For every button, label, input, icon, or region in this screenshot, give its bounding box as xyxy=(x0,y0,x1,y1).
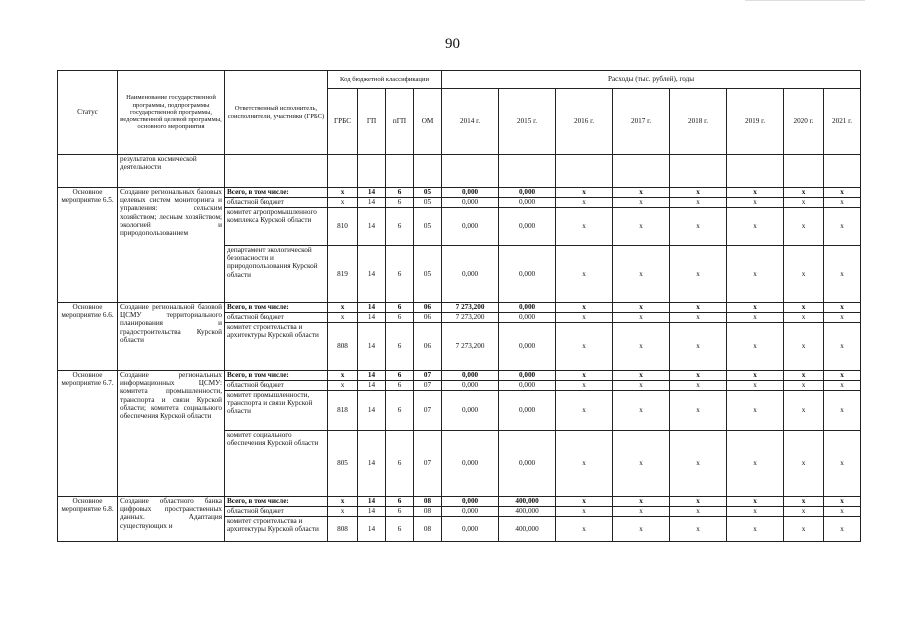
value-cell-year: x xyxy=(670,313,727,323)
value-cell-year: x xyxy=(784,381,824,391)
value-cell-year: x xyxy=(727,391,784,431)
value-cell-grbs: 819 xyxy=(328,246,358,303)
value-cell-year: x xyxy=(670,188,727,198)
value-cell-year: x xyxy=(613,371,670,381)
status-cell: Основное мероприятие 6.6. xyxy=(58,303,118,371)
value-cell-year: x xyxy=(613,246,670,303)
value-cell-year: x xyxy=(824,303,861,313)
value-cell-year: x xyxy=(727,371,784,381)
value-cell-y2015: 0,000 xyxy=(499,313,556,323)
value-cell-gp: 14 xyxy=(358,381,386,391)
table-header xyxy=(58,71,861,155)
value-cell-y2014: 0,000 xyxy=(442,381,499,391)
value-cell-year: x xyxy=(613,517,670,542)
value-cell-gp: 14 xyxy=(358,431,386,497)
value-cell-pgp: 6 xyxy=(386,198,414,208)
value-cell-year: x xyxy=(670,381,727,391)
value-cell-year: x xyxy=(613,381,670,391)
value-cell-year: x xyxy=(727,188,784,198)
page-number: 90 xyxy=(445,36,460,52)
value-cell-year: x xyxy=(824,198,861,208)
value-cell-year: x xyxy=(824,517,861,542)
value-cell-om: 05 xyxy=(414,208,442,246)
value-cell-gp: 14 xyxy=(358,303,386,313)
value-cell-om: 05 xyxy=(414,198,442,208)
value-cell-y2014: 0,000 xyxy=(442,431,499,497)
value-cell-pgp: 6 xyxy=(386,208,414,246)
value-cell-year: x xyxy=(613,497,670,507)
header-year-col: 2021 г. xyxy=(824,89,861,155)
value-cell-year: x xyxy=(784,313,824,323)
value-cell-om: 07 xyxy=(414,391,442,431)
value-cell-gp: 14 xyxy=(358,323,386,371)
executor-cell: департамент экологической безопасности и природопользования Курской области xyxy=(225,246,328,303)
value-cell-year: x xyxy=(556,188,613,198)
value-cell-year: x xyxy=(556,431,613,497)
value-cell-y2014: 0,000 xyxy=(442,391,499,431)
value-cell-y2014: 0,000 xyxy=(442,371,499,381)
value-cell-year: x xyxy=(784,303,824,313)
value-cell-y2015: 400,000 xyxy=(499,517,556,542)
value-cell-year: x xyxy=(556,303,613,313)
header-program-name: Наименование государственной программы, подпрограммы государственной программы, ведомственной целевой программы, основного мероприятия xyxy=(118,71,225,155)
executor-cell: комитет агропромышленного комплекса Курской области xyxy=(225,208,328,246)
value-cell-year: x xyxy=(727,303,784,313)
value-cell-y2015: 0,000 xyxy=(499,198,556,208)
value-cell-y2014: 0,000 xyxy=(442,188,499,198)
value-cell-year: x xyxy=(784,208,824,246)
value-cell-grbs: x xyxy=(328,313,358,323)
executor-cell: Всего, в том числе: xyxy=(225,303,328,313)
table-row xyxy=(58,497,861,507)
scan-edge-line xyxy=(745,0,865,1)
value-cell-year: x xyxy=(824,323,861,371)
value-cell-om: 08 xyxy=(414,497,442,507)
value-cell-year: x xyxy=(784,517,824,542)
executor-cell: областной бюджет xyxy=(225,198,328,208)
status-cell: Основное мероприятие 6.5. xyxy=(58,188,118,303)
value-cell-pgp: 6 xyxy=(386,431,414,497)
value-cell-pgp: 6 xyxy=(386,246,414,303)
value-cell-y2015: 0,000 xyxy=(499,381,556,391)
value-cell-year: x xyxy=(824,313,861,323)
value-cell-y2014: 0,000 xyxy=(442,208,499,246)
value-cell-year: x xyxy=(784,391,824,431)
value-cell-y2015: 400,000 xyxy=(499,507,556,517)
value-cell-om: 08 xyxy=(414,507,442,517)
value-cell-year: x xyxy=(613,198,670,208)
executor-cell: комитет социального обеспечения Курской области xyxy=(225,431,328,497)
value-cell-pgp: 6 xyxy=(386,323,414,371)
value-cell-grbs: x xyxy=(328,497,358,507)
value-cell-pgp: 6 xyxy=(386,303,414,313)
value-cell-grbs: x xyxy=(328,198,358,208)
value-cell-year: x xyxy=(784,431,824,497)
value-cell-om: 05 xyxy=(414,246,442,303)
value-cell-year: x xyxy=(670,303,727,313)
value-cell-year: x xyxy=(556,497,613,507)
value-cell-year: x xyxy=(670,391,727,431)
table-row xyxy=(58,371,861,381)
continuation-status-cell xyxy=(58,155,118,188)
value-cell-grbs: x xyxy=(328,381,358,391)
value-cell-y2015: 400,000 xyxy=(499,497,556,507)
status-cell: Основное мероприятие 6.7. xyxy=(58,371,118,497)
value-cell-om: 05 xyxy=(414,188,442,198)
value-cell-grbs: x xyxy=(328,188,358,198)
value-cell-year: x xyxy=(727,246,784,303)
value-cell-year: x xyxy=(784,497,824,507)
value-cell-y2015: 0,000 xyxy=(499,246,556,303)
value-cell-om: 06 xyxy=(414,313,442,323)
value-cell-y2014: 7 273,200 xyxy=(442,313,499,323)
value-cell-year: x xyxy=(556,517,613,542)
continuation-row xyxy=(58,155,861,188)
value-cell-gp: 14 xyxy=(358,517,386,542)
value-cell-gp: 14 xyxy=(358,188,386,198)
value-cell-year: x xyxy=(613,431,670,497)
table-row xyxy=(58,188,861,198)
value-cell-y2014: 0,000 xyxy=(442,517,499,542)
value-cell-year: x xyxy=(613,208,670,246)
value-cell-grbs: x xyxy=(328,507,358,517)
header-year-col: 2018 г. xyxy=(670,89,727,155)
value-cell-y2015: 0,000 xyxy=(499,431,556,497)
value-cell-grbs: 818 xyxy=(328,391,358,431)
budget-table xyxy=(57,70,861,542)
value-cell-year: x xyxy=(824,246,861,303)
value-cell-year: x xyxy=(784,323,824,371)
value-cell-year: x xyxy=(613,313,670,323)
continuation-empty-cell xyxy=(225,155,328,188)
value-cell-year: x xyxy=(727,431,784,497)
value-cell-year: x xyxy=(670,323,727,371)
header-status: Статус xyxy=(58,71,118,155)
value-cell-year: x xyxy=(727,497,784,507)
value-cell-y2015: 0,000 xyxy=(499,303,556,313)
measure-name-cell: Создание региональной базовой ЦСМУ территориального планирования и градостроительства Курской области xyxy=(118,303,225,371)
value-cell-om: 07 xyxy=(414,381,442,391)
value-cell-year: x xyxy=(727,198,784,208)
value-cell-pgp: 6 xyxy=(386,497,414,507)
value-cell-year: x xyxy=(727,507,784,517)
value-cell-pgp: 6 xyxy=(386,507,414,517)
header-code-col: ОМ xyxy=(414,89,442,155)
value-cell-grbs: x xyxy=(328,371,358,381)
value-cell-year: x xyxy=(727,313,784,323)
value-cell-year: x xyxy=(824,431,861,497)
value-cell-om: 07 xyxy=(414,371,442,381)
executor-cell: Всего, в том числе: xyxy=(225,497,328,507)
value-cell-y2014: 7 273,200 xyxy=(442,303,499,313)
value-cell-year: x xyxy=(613,507,670,517)
value-cell-year: x xyxy=(613,323,670,371)
value-cell-year: x xyxy=(556,381,613,391)
value-cell-y2015: 0,000 xyxy=(499,371,556,381)
value-cell-year: x xyxy=(670,371,727,381)
header-year-col: 2014 г. xyxy=(442,89,499,155)
value-cell-year: x xyxy=(670,208,727,246)
value-cell-year: x xyxy=(727,381,784,391)
value-cell-year: x xyxy=(824,497,861,507)
value-cell-y2014: 0,000 xyxy=(442,198,499,208)
value-cell-year: x xyxy=(727,323,784,371)
header-year-col: 2019 г. xyxy=(727,89,784,155)
value-cell-year: x xyxy=(613,303,670,313)
value-cell-gp: 14 xyxy=(358,208,386,246)
executor-cell: Всего, в том числе: xyxy=(225,371,328,381)
header-expenses: Расходы (тыс. рублей), годы xyxy=(442,71,861,89)
value-cell-y2015: 0,000 xyxy=(499,391,556,431)
value-cell-year: x xyxy=(824,391,861,431)
value-cell-grbs: x xyxy=(328,303,358,313)
value-cell-year: x xyxy=(784,507,824,517)
value-cell-grbs: 810 xyxy=(328,208,358,246)
header-year-col: 2020 г. xyxy=(784,89,824,155)
value-cell-year: x xyxy=(556,198,613,208)
value-cell-y2015: 0,000 xyxy=(499,208,556,246)
value-cell-year: x xyxy=(824,381,861,391)
value-cell-year: x xyxy=(613,391,670,431)
value-cell-y2015: 0,000 xyxy=(499,188,556,198)
value-cell-year: x xyxy=(670,507,727,517)
executor-cell: областной бюджет xyxy=(225,381,328,391)
value-cell-pgp: 6 xyxy=(386,391,414,431)
executor-cell: областной бюджет xyxy=(225,507,328,517)
value-cell-year: x xyxy=(556,391,613,431)
executor-cell: комитет строительства и архитектуры Курской области xyxy=(225,517,328,542)
executor-cell: комитет строительства и архитектуры Курской области xyxy=(225,323,328,371)
value-cell-om: 06 xyxy=(414,323,442,371)
value-cell-year: x xyxy=(670,198,727,208)
value-cell-year: x xyxy=(556,507,613,517)
value-cell-y2014: 0,000 xyxy=(442,246,499,303)
continuation-name-cell: результатов космической деятельности xyxy=(118,155,225,188)
table-body xyxy=(58,155,861,542)
value-cell-year: x xyxy=(556,371,613,381)
value-cell-pgp: 6 xyxy=(386,313,414,323)
value-cell-year: x xyxy=(784,371,824,381)
measure-name-cell: Создание региональных информационных ЦСМУ: комитета промышленности, транспорта и связи Курской области; комитета социального обеспечения Курской области xyxy=(118,371,225,497)
value-cell-year: x xyxy=(727,208,784,246)
executor-cell: комитет промышленности, транспорта и связи Курской области xyxy=(225,391,328,431)
value-cell-year: x xyxy=(670,517,727,542)
header-year-col: 2015 г. xyxy=(499,89,556,155)
value-cell-year: x xyxy=(556,246,613,303)
measure-name-cell: Создание региональных базовых целевых систем мониторинга и управления: сельским хозяйством; лесным хозяйством; экологией и природопользованием xyxy=(118,188,225,303)
value-cell-year: x xyxy=(824,507,861,517)
header-code-col: ГП xyxy=(358,89,386,155)
value-cell-gp: 14 xyxy=(358,497,386,507)
header-year-col: 2017 г. xyxy=(613,89,670,155)
value-cell-grbs: 805 xyxy=(328,431,358,497)
header-year-col: 2016 г. xyxy=(556,89,613,155)
value-cell-grbs: 808 xyxy=(328,323,358,371)
value-cell-gp: 14 xyxy=(358,198,386,208)
value-cell-year: x xyxy=(784,198,824,208)
header-budget-code: Код бюджетной классификации xyxy=(328,71,442,89)
executor-cell: Всего, в том числе: xyxy=(225,188,328,198)
header-code-col: ГРБС xyxy=(328,89,358,155)
value-cell-y2015: 0,000 xyxy=(499,323,556,371)
value-cell-year: x xyxy=(784,246,824,303)
value-cell-year: x xyxy=(784,188,824,198)
value-cell-y2014: 0,000 xyxy=(442,497,499,507)
value-cell-y2014: 7 273,200 xyxy=(442,323,499,371)
value-cell-year: x xyxy=(670,246,727,303)
value-cell-pgp: 6 xyxy=(386,381,414,391)
value-cell-year: x xyxy=(824,208,861,246)
value-cell-year: x xyxy=(670,431,727,497)
value-cell-om: 08 xyxy=(414,517,442,542)
value-cell-year: x xyxy=(670,497,727,507)
value-cell-pgp: 6 xyxy=(386,371,414,381)
value-cell-gp: 14 xyxy=(358,371,386,381)
value-cell-year: x xyxy=(824,371,861,381)
value-cell-pgp: 6 xyxy=(386,517,414,542)
value-cell-year: x xyxy=(824,188,861,198)
executor-cell: областной бюджет xyxy=(225,313,328,323)
status-cell: Основное мероприятие 6.8. xyxy=(58,497,118,542)
value-cell-gp: 14 xyxy=(358,246,386,303)
value-cell-grbs: 808 xyxy=(328,517,358,542)
value-cell-y2014: 0,000 xyxy=(442,507,499,517)
table-row xyxy=(58,303,861,313)
value-cell-gp: 14 xyxy=(358,313,386,323)
value-cell-year: x xyxy=(556,323,613,371)
value-cell-om: 06 xyxy=(414,303,442,313)
value-cell-year: x xyxy=(556,208,613,246)
measure-name-cell: Создание областного банка цифровых пространственных данных. Адаптация существующих и xyxy=(118,497,225,542)
value-cell-gp: 14 xyxy=(358,391,386,431)
value-cell-year: x xyxy=(727,517,784,542)
header-code-col: пГП xyxy=(386,89,414,155)
value-cell-pgp: 6 xyxy=(386,188,414,198)
header-executor: Ответственный исполнитель, соисполнители, участники (ГРБС) xyxy=(225,71,328,155)
value-cell-om: 07 xyxy=(414,431,442,497)
value-cell-year: x xyxy=(613,188,670,198)
value-cell-gp: 14 xyxy=(358,507,386,517)
value-cell-year: x xyxy=(556,313,613,323)
